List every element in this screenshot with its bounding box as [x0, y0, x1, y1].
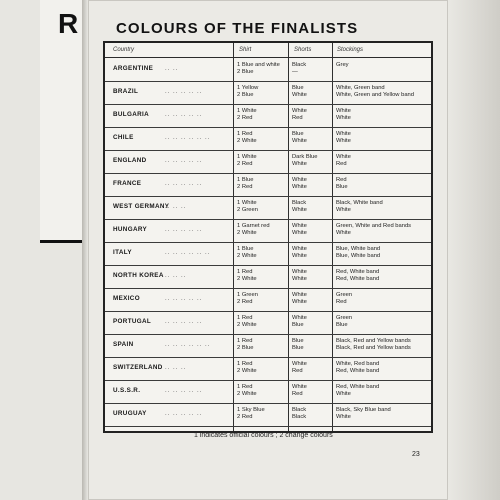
stockings-change: Red: [336, 161, 347, 167]
table-row: [105, 357, 431, 381]
dot-leader: .. .. ..: [165, 365, 187, 371]
country-cell: ENGLAND: [113, 157, 147, 164]
stockings-change: White: [336, 207, 351, 213]
shorts-change: —: [292, 69, 298, 75]
shorts-primary: White: [292, 223, 307, 229]
header-country: Country: [113, 47, 135, 53]
country-cell: CHILE: [113, 134, 134, 141]
shirt-change: 2 White: [237, 391, 257, 397]
shorts-change: Blue: [292, 345, 304, 351]
shirt-primary: 1 White: [237, 154, 257, 160]
shorts-change: Red: [292, 391, 303, 397]
stockings-primary: Red, White band: [336, 384, 380, 390]
country-cell: WEST GERMANY: [113, 203, 170, 210]
dot-leader: .. .. .. .. ..: [165, 181, 203, 187]
shorts-change: White: [292, 161, 307, 167]
shirt-primary: 1 Red: [237, 131, 253, 137]
shirt-primary: 1 Yellow: [237, 85, 259, 91]
shorts-primary: White: [292, 269, 307, 275]
shirt-primary: 1 Blue: [237, 177, 254, 183]
dot-leader: .. .. .. .. .. ..: [165, 135, 211, 141]
dot-leader: .. .. .. .. ..: [165, 319, 203, 325]
stockings-primary: Black, Sky Blue band: [336, 407, 391, 413]
shirt-change: 2 White: [237, 230, 257, 236]
table-row: [105, 81, 431, 105]
country-cell: PORTUGAL: [113, 318, 152, 325]
country-cell: U.S.S.R.: [113, 387, 141, 394]
table-row: [105, 127, 431, 151]
page-edge-shadow: [448, 0, 500, 500]
shorts-change: White: [292, 276, 307, 282]
table-row: [105, 380, 431, 404]
stockings-change: Red: [336, 299, 347, 305]
dot-leader: .. .. .. .. ..: [165, 411, 203, 417]
shorts-primary: Black: [292, 62, 307, 68]
shirt-primary: 1 Red: [237, 361, 253, 367]
shirt-primary: 1 Blue and white: [237, 62, 280, 68]
dot-leader: .. .. .. .. ..: [165, 388, 203, 394]
stockings-change: Black, Red and Yellow bands: [336, 345, 411, 351]
stockings-change: Red, White band: [336, 368, 380, 374]
shirt-change: 2 White: [237, 276, 257, 282]
country-cell: SPAIN: [113, 341, 134, 348]
shirt-change: 2 White: [237, 138, 257, 144]
shorts-primary: White: [292, 292, 307, 298]
shirt-primary: 1 White: [237, 200, 257, 206]
stockings-change: White: [336, 391, 351, 397]
country-cell: ITALY: [113, 249, 132, 256]
table-row: [105, 150, 431, 174]
dot-leader: .. .. .. .. .. ..: [165, 250, 211, 256]
stockings-change: White: [336, 414, 351, 420]
page-number: 23: [412, 451, 420, 458]
shirt-primary: 1 Garnet red: [237, 223, 270, 229]
shorts-change: Red: [292, 115, 303, 121]
stockings-change: Blue: [336, 322, 348, 328]
shirt-change: 2 White: [237, 368, 257, 374]
page-title: COLOURS OF THE FINALISTS: [116, 20, 359, 37]
shirt-primary: 1 Blue: [237, 246, 254, 252]
table-row: [105, 58, 431, 82]
stockings-change: Blue, White band: [336, 253, 381, 259]
shirt-primary: 1 Sky Blue: [237, 407, 265, 413]
stockings-primary: White: [336, 154, 351, 160]
shorts-primary: White: [292, 315, 307, 321]
shirt-change: 2 Blue: [237, 92, 254, 98]
table-row: [105, 104, 431, 128]
dot-leader: .. .. .. .. ..: [165, 89, 203, 95]
shorts-primary: Blue: [292, 85, 304, 91]
shirt-change: 2 Green: [237, 207, 258, 213]
table-row: [105, 311, 431, 335]
dot-leader: .. ..: [165, 66, 179, 72]
dot-leader: .. .. ..: [165, 204, 187, 210]
table-footnote: 1 indicates official colours ; 2 change colours: [194, 432, 333, 439]
shirt-primary: 1 Red: [237, 384, 253, 390]
shorts-primary: White: [292, 361, 307, 367]
shorts-primary: Dark Blue: [292, 154, 318, 160]
shirt-change: 2 Red: [237, 161, 253, 167]
shirt-change: 2 Red: [237, 184, 253, 190]
table-row: [105, 265, 431, 289]
dot-leader: .. .. .. .. ..: [165, 296, 203, 302]
stockings-change: White, Green and Yellow band: [336, 92, 414, 98]
shirt-change: 2 Blue: [237, 69, 254, 75]
dot-leader: .. .. .. .. ..: [165, 112, 203, 118]
stockings-change: Blue: [336, 184, 348, 190]
stockings-change: Red, White band: [336, 276, 380, 282]
country-cell: HUNGARY: [113, 226, 148, 233]
country-cell: NORTH KOREA: [113, 272, 164, 279]
shorts-primary: Black: [292, 200, 307, 206]
stockings-primary: Green: [336, 315, 353, 321]
table-row: [105, 334, 431, 358]
shorts-change: White: [292, 299, 307, 305]
shirt-change: 2 Red: [237, 115, 253, 121]
shirt-primary: 1 Red: [237, 338, 253, 344]
stockings-primary: Green, White and Red bands: [336, 223, 412, 229]
country-cell: URUGUAY: [113, 410, 147, 417]
shirt-primary: 1 Green: [237, 292, 258, 298]
dot-leader: .. .. ..: [165, 273, 187, 279]
stockings-primary: Grey: [336, 62, 349, 68]
shorts-primary: Black: [292, 407, 307, 413]
shirt-change: 2 Red: [237, 414, 253, 420]
shirt-change: 2 Blue: [237, 345, 254, 351]
country-cell: ARGENTINE: [113, 65, 154, 72]
table-header: [105, 43, 431, 57]
shorts-change: White: [292, 253, 307, 259]
stockings-primary: Red, White band: [336, 269, 380, 275]
stockings-change: White: [336, 138, 351, 144]
shorts-change: Red: [292, 368, 303, 374]
shirt-primary: 1 Red: [237, 269, 253, 275]
shirt-change: 2 White: [237, 253, 257, 259]
left-page-mark: R: [58, 8, 79, 39]
shorts-change: White: [292, 230, 307, 236]
shorts-primary: Blue: [292, 131, 304, 137]
shorts-primary: White: [292, 108, 307, 114]
dot-leader: .. .. .. .. ..: [165, 227, 203, 233]
stockings-primary: Black, White band: [336, 200, 383, 206]
shorts-primary: White: [292, 246, 307, 252]
country-cell: MEXICO: [113, 295, 140, 302]
shorts-change: White: [292, 138, 307, 144]
shirt-change: 2 Red: [237, 299, 253, 305]
header-shirt: Shirt: [239, 47, 252, 53]
stockings-primary: Red: [336, 177, 347, 183]
shorts-change: Blue: [292, 322, 304, 328]
table-row: [105, 242, 431, 266]
stockings-primary: Black, Red and Yellow bands: [336, 338, 411, 344]
colours-table: [103, 41, 433, 433]
country-cell: BULGARIA: [113, 111, 150, 118]
stockings-primary: White: [336, 108, 351, 114]
table-row: [105, 173, 431, 197]
country-cell: BRAZIL: [113, 88, 139, 95]
stockings-primary: White, Green band: [336, 85, 385, 91]
stockings-change: White: [336, 230, 351, 236]
table-row: [105, 219, 431, 243]
dot-leader: .. .. .. .. ..: [165, 158, 203, 164]
shirt-primary: 1 White: [237, 108, 257, 114]
stockings-primary: White: [336, 131, 351, 137]
shorts-change: White: [292, 92, 307, 98]
header-stockings: Stockings: [337, 47, 364, 53]
stockings-primary: Blue, White band: [336, 246, 381, 252]
shorts-change: White: [292, 207, 307, 213]
shorts-primary: Blue: [292, 338, 304, 344]
shirt-primary: 1 Red: [237, 315, 253, 321]
shorts-primary: White: [292, 384, 307, 390]
country-cell: FRANCE: [113, 180, 142, 187]
shorts-primary: White: [292, 177, 307, 183]
table-row: [105, 288, 431, 312]
stockings-primary: White, Red band: [336, 361, 380, 367]
header-shorts: Shorts: [294, 47, 312, 53]
stockings-change: White: [336, 115, 351, 121]
country-cell: SWITZERLAND: [113, 364, 163, 371]
shorts-change: Black: [292, 414, 307, 420]
dot-leader: .. .. .. .. .. ..: [165, 342, 211, 348]
shirt-change: 2 White: [237, 322, 257, 328]
table-row: [105, 403, 431, 427]
stockings-primary: Green: [336, 292, 353, 298]
table-row: [105, 196, 431, 220]
shorts-change: White: [292, 184, 307, 190]
